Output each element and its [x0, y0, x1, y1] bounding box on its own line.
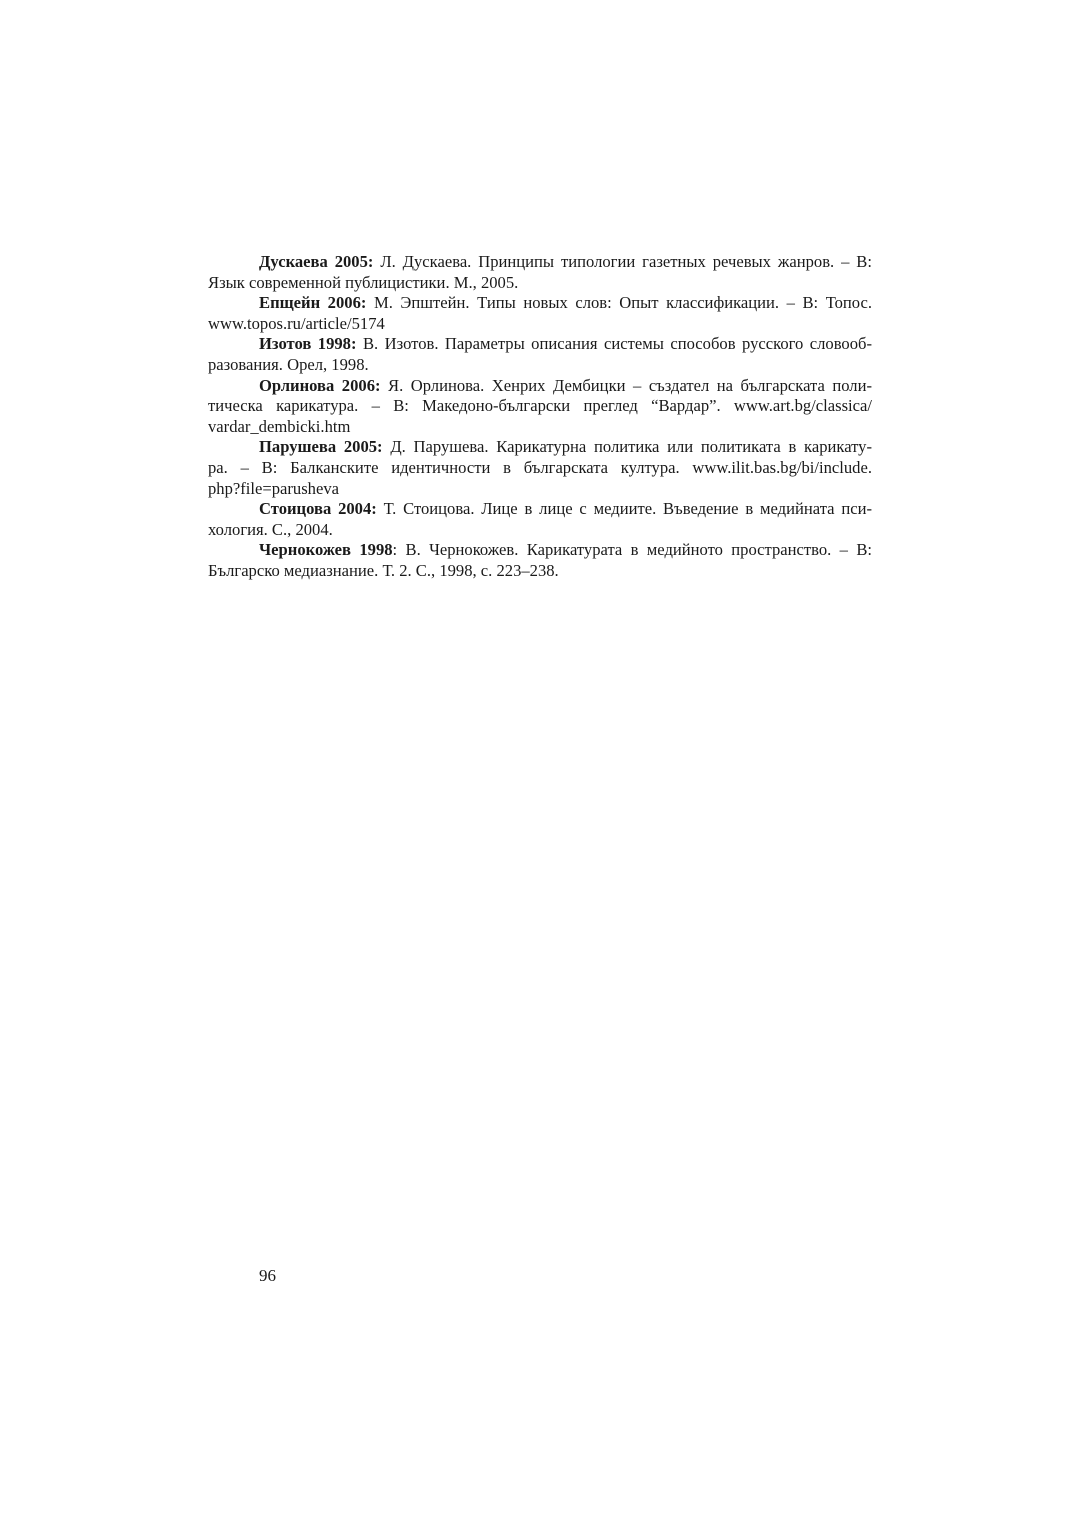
reference-author: Изотов 1998: — [259, 334, 357, 354]
reference-text: М. Эпштейн. Типы новых слов: Опыт классификации. – В: Топос. — [366, 293, 872, 313]
reference-text: В. Изотов. Параметры описания системы способов русского словооб- — [356, 334, 872, 354]
reference-entry-parusheva — [208, 437, 872, 499]
reference-line: ра. – В: Балканските идентичности в българската култура. www.ilit.bas.bg/bi/include. — [208, 457, 872, 477]
reference-line: разования. Орел, 1998. — [208, 354, 369, 374]
reference-line — [208, 293, 872, 314]
reference-text: Л. Дускаева. Принципы типологии газетных речевых жанров. – В: — [373, 252, 872, 271]
reference-author: Чернокожев 1998 — [259, 540, 393, 560]
reference-line — [208, 334, 872, 355]
reference-entry-chernokozhev — [208, 540, 872, 581]
reference-author: Парушева 2005: — [259, 437, 383, 457]
reference-author: Стоицова 2004: — [259, 499, 377, 519]
reference-line: Язык современной публицистики. М., 2005. — [208, 272, 519, 292]
reference-line — [208, 499, 872, 520]
reference-author: Епщейн 2006: — [259, 293, 367, 313]
reference-entry-duskaeva — [208, 252, 872, 293]
reference-text: Я. Орлинова. Хенрих Дембицки – създател на българската поли- — [380, 375, 872, 395]
reference-line: хология. С., 2004. — [208, 519, 333, 539]
reference-text: : В. Чернокожев. Карикатурата в медийното пространство. – В: — [392, 540, 872, 560]
reference-entry-izotov — [208, 334, 872, 375]
reference-line: www.topos.ru/article/5174 — [208, 313, 385, 333]
reference-line — [208, 252, 872, 273]
reference-author: Орлинова 2006: — [259, 375, 381, 395]
reference-author: Дускаева 2005: — [259, 252, 374, 271]
reference-line: Българско медиазнание. Т. 2. С., 1998, с. 223–238. — [208, 560, 559, 580]
bibliography-list — [208, 252, 872, 582]
reference-entry-epshtein — [208, 293, 872, 334]
reference-line — [208, 376, 872, 397]
page-number: 96 — [259, 1266, 276, 1285]
reference-line — [208, 540, 872, 561]
reference-text: Д. Парушева. Карикатурна политика или политиката в карикату- — [382, 437, 872, 457]
reference-line: тическа карикатура. – В: Македоно-български преглед “Вардар”. www.art.bg/classica/ — [208, 396, 872, 416]
reference-line: vardar_dembicki.htm — [208, 416, 351, 436]
reference-text: Т. Стоицова. Лице в лице с медиите. Въведение в медийната пси- — [376, 499, 872, 519]
reference-entry-stoitsova — [208, 499, 872, 540]
reference-line: php?file=parusheva — [208, 478, 339, 498]
reference-entry-orlinova — [208, 376, 872, 438]
reference-line — [208, 437, 872, 458]
